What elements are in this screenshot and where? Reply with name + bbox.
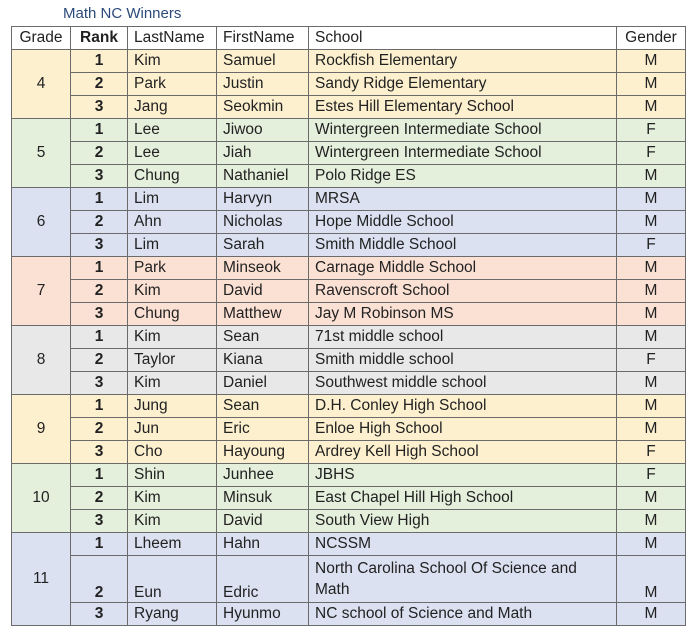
table-row [12, 73, 686, 96]
grade-cell: 8 [12, 326, 71, 395]
school-cell: Polo Ridge ES [309, 165, 617, 188]
firstname-cell: Daniel [217, 372, 309, 395]
rank-cell: 3 [71, 96, 128, 119]
table-row [12, 96, 686, 119]
firstname-cell: Jiwoo [217, 119, 309, 142]
lastname-cell: Cho [128, 441, 217, 464]
table-row [12, 556, 686, 603]
firstname-cell: Eric [217, 418, 309, 441]
gender-cell: M [617, 188, 686, 211]
lastname-cell: Kim [128, 510, 217, 533]
table-row [12, 165, 686, 188]
firstname-cell: Matthew [217, 303, 309, 326]
school-cell: East Chapel Hill High School [309, 487, 617, 510]
gender-cell: M [617, 165, 686, 188]
table-row [12, 464, 686, 487]
lastname-cell: Lheem [128, 533, 217, 556]
gender-cell: M [617, 372, 686, 395]
table-row [12, 395, 686, 418]
lastname-cell: Lim [128, 188, 217, 211]
school-cell: Hope Middle School [309, 211, 617, 234]
table-row [12, 510, 686, 533]
table-row [12, 119, 686, 142]
page-title: Math NC Winners [63, 5, 182, 22]
rank-cell: 3 [71, 234, 128, 257]
school-cell: Southwest middle school [309, 372, 617, 395]
lastname-cell: Park [128, 257, 217, 280]
firstname-cell: Hahn [217, 533, 309, 556]
lastname-cell: Eun [128, 556, 217, 603]
gender-cell: M [617, 211, 686, 234]
table-row [12, 234, 686, 257]
table-row [12, 303, 686, 326]
lastname-cell: Taylor [128, 349, 217, 372]
gender-cell: F [617, 234, 686, 257]
firstname-cell: Junhee [217, 464, 309, 487]
firstname-cell: Edric [217, 556, 309, 603]
school-cell: Wintergreen Intermediate School [309, 142, 617, 165]
gender-cell: F [617, 441, 686, 464]
table-row [12, 441, 686, 464]
rank-cell: 2 [71, 73, 128, 96]
header-rank: Rank [71, 27, 128, 50]
lastname-cell: Chung [128, 303, 217, 326]
school-cell: Ardrey Kell High School [309, 441, 617, 464]
firstname-cell: Jiah [217, 142, 309, 165]
firstname-cell: David [217, 510, 309, 533]
table-row [12, 142, 686, 165]
lastname-cell: Chung [128, 165, 217, 188]
school-cell: Smith Middle School [309, 234, 617, 257]
lastname-cell: Jang [128, 96, 217, 119]
gender-cell: M [617, 395, 686, 418]
rank-cell: 2 [71, 556, 128, 603]
gender-cell: M [617, 50, 686, 73]
grade-cell: 4 [12, 50, 71, 119]
table-row [12, 603, 686, 626]
gender-cell: M [617, 303, 686, 326]
school-cell: Rockfish Elementary [309, 50, 617, 73]
table-row [12, 487, 686, 510]
gender-cell: M [617, 487, 686, 510]
table-row [12, 418, 686, 441]
header-gender: Gender [617, 27, 686, 50]
school-cell: Estes Hill Elementary School [309, 96, 617, 119]
school-cell: Jay M Robinson MS [309, 303, 617, 326]
lastname-cell: Park [128, 73, 217, 96]
grade-cell: 9 [12, 395, 71, 464]
gender-cell: M [617, 556, 686, 603]
firstname-cell: Hayoung [217, 441, 309, 464]
rank-cell: 3 [71, 165, 128, 188]
firstname-cell: Kiana [217, 349, 309, 372]
gender-cell: M [617, 96, 686, 119]
rank-cell: 1 [71, 119, 128, 142]
table-row [12, 372, 686, 395]
rank-cell: 3 [71, 603, 128, 626]
firstname-cell: Sean [217, 395, 309, 418]
gender-cell: M [617, 257, 686, 280]
table-row [12, 280, 686, 303]
firstname-cell: Minseok [217, 257, 309, 280]
firstname-cell: Nathaniel [217, 165, 309, 188]
lastname-cell: Jun [128, 418, 217, 441]
rank-cell: 1 [71, 533, 128, 556]
table-body [12, 50, 686, 626]
gender-cell: F [617, 119, 686, 142]
gender-cell: M [617, 418, 686, 441]
gender-cell: M [617, 603, 686, 626]
rank-cell: 3 [71, 441, 128, 464]
school-cell: Enloe High School [309, 418, 617, 441]
gender-cell: M [617, 510, 686, 533]
lastname-cell: Kim [128, 50, 217, 73]
header-school: School [309, 27, 617, 50]
firstname-cell: Sarah [217, 234, 309, 257]
rank-cell: 1 [71, 257, 128, 280]
school-cell: Wintergreen Intermediate School [309, 119, 617, 142]
lastname-cell: Shin [128, 464, 217, 487]
rank-cell: 2 [71, 211, 128, 234]
header-row [12, 27, 686, 50]
lastname-cell: Lee [128, 142, 217, 165]
school-cell: South View High [309, 510, 617, 533]
gender-cell: M [617, 280, 686, 303]
firstname-cell: Harvyn [217, 188, 309, 211]
rank-cell: 2 [71, 142, 128, 165]
rank-cell: 2 [71, 349, 128, 372]
table-row [12, 257, 686, 280]
table-row [12, 326, 686, 349]
firstname-cell: David [217, 280, 309, 303]
rank-cell: 3 [71, 372, 128, 395]
lastname-cell: Kim [128, 280, 217, 303]
firstname-cell: Samuel [217, 50, 309, 73]
gender-cell: M [617, 73, 686, 96]
school-cell: JBHS [309, 464, 617, 487]
lastname-cell: Kim [128, 487, 217, 510]
school-cell: North Carolina School Of Science and Math [309, 556, 617, 603]
firstname-cell: Seokmin [217, 96, 309, 119]
table-row [12, 50, 686, 73]
school-cell: Ravenscroft School [309, 280, 617, 303]
lastname-cell: Jung [128, 395, 217, 418]
grade-cell: 7 [12, 257, 71, 326]
rank-cell: 2 [71, 280, 128, 303]
table-row [12, 211, 686, 234]
school-cell: 71st middle school [309, 326, 617, 349]
school-cell: D.H. Conley High School [309, 395, 617, 418]
gender-cell: M [617, 533, 686, 556]
rank-cell: 1 [71, 188, 128, 211]
firstname-cell: Hyunmo [217, 603, 309, 626]
table-row [12, 188, 686, 211]
grade-cell: 5 [12, 119, 71, 188]
header-firstname: FirstName [217, 27, 309, 50]
grade-cell: 11 [12, 533, 71, 626]
rank-cell: 1 [71, 395, 128, 418]
winners-table [11, 26, 686, 626]
rank-cell: 3 [71, 303, 128, 326]
firstname-cell: Nicholas [217, 211, 309, 234]
school-cell: Smith middle school [309, 349, 617, 372]
lastname-cell: Ahn [128, 211, 217, 234]
rank-cell: 2 [71, 418, 128, 441]
rank-cell: 1 [71, 326, 128, 349]
gender-cell: F [617, 142, 686, 165]
rank-cell: 1 [71, 464, 128, 487]
school-cell: NC school of Science and Math [309, 603, 617, 626]
school-cell: Sandy Ridge Elementary [309, 73, 617, 96]
rank-cell: 3 [71, 510, 128, 533]
lastname-cell: Kim [128, 372, 217, 395]
grade-cell: 6 [12, 188, 71, 257]
gender-cell: F [617, 349, 686, 372]
table-row [12, 349, 686, 372]
school-cell: Carnage Middle School [309, 257, 617, 280]
firstname-cell: Minsuk [217, 487, 309, 510]
school-cell: MRSA [309, 188, 617, 211]
school-cell: NCSSM [309, 533, 617, 556]
header-lastname: LastName [128, 27, 217, 50]
firstname-cell: Sean [217, 326, 309, 349]
lastname-cell: Kim [128, 326, 217, 349]
lastname-cell: Lee [128, 119, 217, 142]
gender-cell: M [617, 326, 686, 349]
lastname-cell: Ryang [128, 603, 217, 626]
lastname-cell: Lim [128, 234, 217, 257]
header-grade: Grade [12, 27, 71, 50]
firstname-cell: Justin [217, 73, 309, 96]
rank-cell: 2 [71, 487, 128, 510]
grade-cell: 10 [12, 464, 71, 533]
table-row [12, 533, 686, 556]
rank-cell: 1 [71, 50, 128, 73]
gender-cell: F [617, 464, 686, 487]
